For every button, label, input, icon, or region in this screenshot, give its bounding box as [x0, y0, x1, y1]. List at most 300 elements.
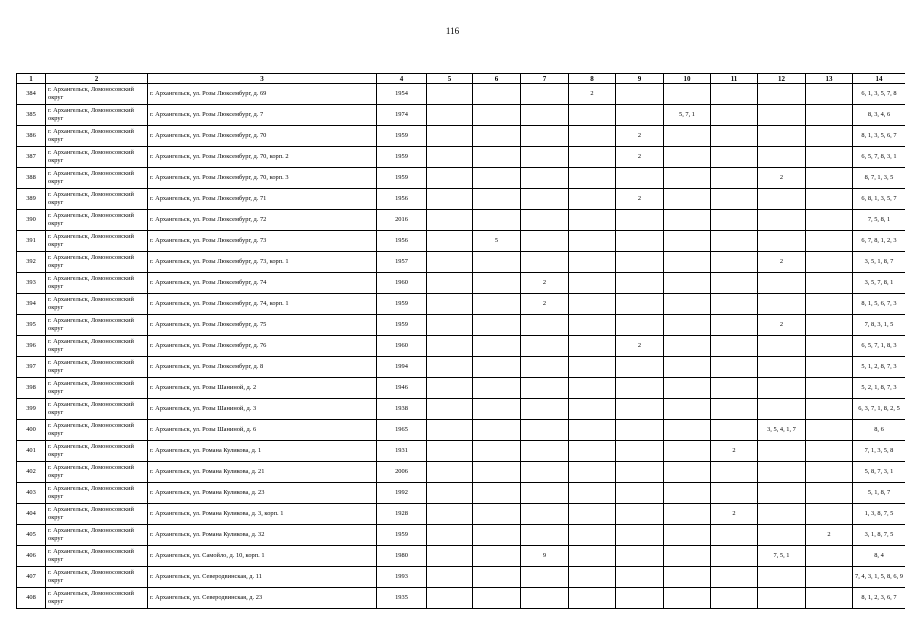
cell-col-13 — [806, 294, 853, 315]
table-row — [17, 210, 905, 231]
table-row — [17, 567, 905, 588]
cell-col-14: 8, 6 — [853, 420, 905, 441]
cell-col-1: 393 — [17, 273, 46, 294]
cell-col-8 — [569, 546, 616, 567]
cell-col-11 — [711, 252, 758, 273]
cell-col-3: г. Архангельск, ул. Романа Куликова, д. 23 — [148, 483, 377, 504]
cell-col-5 — [427, 483, 473, 504]
cell-col-13 — [806, 504, 853, 525]
column-header-11: 11 — [711, 74, 758, 84]
cell-col-3: г. Архангельск, ул. Розы Люксембург, д. 69 — [148, 84, 377, 105]
cell-col-9 — [616, 462, 664, 483]
cell-col-8 — [569, 315, 616, 336]
cell-col-3: г. Архангельск, ул. Романа Куликова, д. 1 — [148, 441, 377, 462]
cell-col-9 — [616, 105, 664, 126]
table-row — [17, 441, 905, 462]
cell-col-1: 402 — [17, 462, 46, 483]
cell-col-10 — [664, 399, 711, 420]
cell-col-12 — [758, 105, 806, 126]
cell-col-5 — [427, 84, 473, 105]
cell-col-2: г. Архангельск, Ломоносовский округ — [46, 483, 148, 504]
cell-col-5 — [427, 126, 473, 147]
cell-col-14: 8, 1, 2, 3, 6, 7 — [853, 588, 905, 609]
table-row — [17, 420, 905, 441]
cell-col-6 — [473, 147, 521, 168]
cell-col-11 — [711, 357, 758, 378]
cell-col-4: 1956 — [377, 189, 427, 210]
cell-col-2: г. Архангельск, Ломоносовский округ — [46, 378, 148, 399]
cell-col-11 — [711, 210, 758, 231]
cell-col-9 — [616, 588, 664, 609]
cell-col-10 — [664, 231, 711, 252]
cell-col-6 — [473, 462, 521, 483]
cell-col-8 — [569, 357, 616, 378]
cell-col-10 — [664, 546, 711, 567]
cell-col-3: г. Архангельск, ул. Северодвинская, д. 23 — [148, 588, 377, 609]
cell-col-14: 6, 3, 7, 1, 8, 2, 5 — [853, 399, 905, 420]
column-header-1: 1 — [17, 74, 46, 84]
cell-col-6 — [473, 252, 521, 273]
cell-col-9 — [616, 567, 664, 588]
column-header-6: 6 — [473, 74, 521, 84]
cell-col-7: 2 — [521, 273, 569, 294]
cell-col-10 — [664, 252, 711, 273]
cell-col-10 — [664, 378, 711, 399]
cell-col-1: 390 — [17, 210, 46, 231]
cell-col-3: г. Архангельск, ул. Розы Люксембург, д. 74, корп. 1 — [148, 294, 377, 315]
column-header-3: 3 — [148, 74, 377, 84]
cell-col-14: 5, 1, 8, 7 — [853, 483, 905, 504]
cell-col-13 — [806, 357, 853, 378]
table-row — [17, 546, 905, 567]
cell-col-9 — [616, 231, 664, 252]
cell-col-2: г. Архангельск, Ломоносовский округ — [46, 168, 148, 189]
cell-col-10 — [664, 420, 711, 441]
cell-col-8 — [569, 462, 616, 483]
cell-col-9 — [616, 483, 664, 504]
cell-col-7 — [521, 126, 569, 147]
cell-col-3: г. Архангельск, ул. Розы Шаниной, д. 3 — [148, 399, 377, 420]
cell-col-3: г. Архангельск, ул. Розы Люксембург, д. 74 — [148, 273, 377, 294]
cell-col-8 — [569, 210, 616, 231]
cell-col-7 — [521, 462, 569, 483]
cell-col-5 — [427, 399, 473, 420]
cell-col-13 — [806, 588, 853, 609]
cell-col-5 — [427, 378, 473, 399]
cell-col-12 — [758, 378, 806, 399]
cell-col-12 — [758, 294, 806, 315]
table-row — [17, 483, 905, 504]
cell-col-12 — [758, 84, 806, 105]
cell-col-9 — [616, 252, 664, 273]
cell-col-12: 2 — [758, 315, 806, 336]
cell-col-5 — [427, 567, 473, 588]
cell-col-10 — [664, 483, 711, 504]
cell-col-10 — [664, 147, 711, 168]
cell-col-12: 7, 5, 1 — [758, 546, 806, 567]
cell-col-2: г. Архангельск, Ломоносовский округ — [46, 357, 148, 378]
cell-col-8 — [569, 504, 616, 525]
cell-col-1: 398 — [17, 378, 46, 399]
column-header-13: 13 — [806, 74, 853, 84]
cell-col-4: 1938 — [377, 399, 427, 420]
cell-col-7 — [521, 504, 569, 525]
cell-col-3: г. Архангельск, ул. Розы Люксембург, д. 8 — [148, 357, 377, 378]
cell-col-4: 1956 — [377, 231, 427, 252]
table-row — [17, 294, 905, 315]
cell-col-2: г. Архангельск, Ломоносовский округ — [46, 252, 148, 273]
table-row — [17, 399, 905, 420]
cell-col-10 — [664, 168, 711, 189]
cell-col-8 — [569, 441, 616, 462]
cell-col-1: 397 — [17, 357, 46, 378]
cell-col-1: 389 — [17, 189, 46, 210]
cell-col-5 — [427, 210, 473, 231]
cell-col-11 — [711, 525, 758, 546]
cell-col-1: 387 — [17, 147, 46, 168]
cell-col-8 — [569, 294, 616, 315]
cell-col-9 — [616, 84, 664, 105]
cell-col-1: 385 — [17, 105, 46, 126]
cell-col-11 — [711, 462, 758, 483]
cell-col-5 — [427, 525, 473, 546]
cell-col-11: 2 — [711, 441, 758, 462]
cell-col-5 — [427, 189, 473, 210]
cell-col-8 — [569, 483, 616, 504]
cell-col-9 — [616, 378, 664, 399]
cell-col-11 — [711, 84, 758, 105]
cell-col-2: г. Архангельск, Ломоносовский округ — [46, 588, 148, 609]
cell-col-8 — [569, 273, 616, 294]
cell-col-10 — [664, 336, 711, 357]
cell-col-11 — [711, 189, 758, 210]
cell-col-5 — [427, 273, 473, 294]
cell-col-1: 405 — [17, 525, 46, 546]
cell-col-13 — [806, 336, 853, 357]
cell-col-6 — [473, 441, 521, 462]
cell-col-2: г. Архангельск, Ломоносовский округ — [46, 105, 148, 126]
cell-col-9 — [616, 441, 664, 462]
cell-col-4: 1931 — [377, 441, 427, 462]
cell-col-3: г. Архангельск, ул. Северодвинская, д. 11 — [148, 567, 377, 588]
cell-col-6 — [473, 378, 521, 399]
cell-col-14: 8, 3, 4, 6 — [853, 105, 905, 126]
cell-col-11 — [711, 336, 758, 357]
cell-col-3: г. Архангельск, ул. Розы Люксембург, д. 7 — [148, 105, 377, 126]
cell-col-8 — [569, 168, 616, 189]
cell-col-12 — [758, 147, 806, 168]
cell-col-7 — [521, 252, 569, 273]
cell-col-8 — [569, 189, 616, 210]
cell-col-11 — [711, 294, 758, 315]
cell-col-13 — [806, 231, 853, 252]
cell-col-10: 5, 7, 1 — [664, 105, 711, 126]
cell-col-13 — [806, 105, 853, 126]
cell-col-7 — [521, 441, 569, 462]
cell-col-9: 2 — [616, 126, 664, 147]
cell-col-6 — [473, 588, 521, 609]
cell-col-1: 400 — [17, 420, 46, 441]
cell-col-4: 1928 — [377, 504, 427, 525]
cell-col-14: 6, 5, 7, 1, 8, 3 — [853, 336, 905, 357]
cell-col-6 — [473, 336, 521, 357]
cell-col-9 — [616, 357, 664, 378]
cell-col-13 — [806, 210, 853, 231]
cell-col-6 — [473, 273, 521, 294]
cell-col-2: г. Архангельск, Ломоносовский округ — [46, 189, 148, 210]
cell-col-3: г. Архангельск, ул. Розы Люксембург, д. 73 — [148, 231, 377, 252]
cell-col-14: 7, 4, 3, 1, 5, 8, 6, 9 — [853, 567, 905, 588]
cell-col-10 — [664, 504, 711, 525]
cell-col-6 — [473, 567, 521, 588]
table-row — [17, 252, 905, 273]
cell-col-5 — [427, 546, 473, 567]
cell-col-6: 5 — [473, 231, 521, 252]
table-row — [17, 84, 905, 105]
cell-col-5 — [427, 168, 473, 189]
cell-col-3: г. Архангельск, ул. Розы Люксембург, д. 75 — [148, 315, 377, 336]
cell-col-10 — [664, 189, 711, 210]
cell-col-13 — [806, 546, 853, 567]
register-table — [16, 73, 905, 609]
cell-col-7 — [521, 567, 569, 588]
cell-col-7 — [521, 231, 569, 252]
cell-col-1: 384 — [17, 84, 46, 105]
cell-col-8 — [569, 588, 616, 609]
cell-col-7 — [521, 189, 569, 210]
cell-col-3: г. Архангельск, ул. Розы Люксембург, д. 70 — [148, 126, 377, 147]
table-row — [17, 336, 905, 357]
cell-col-12 — [758, 483, 806, 504]
table-row — [17, 588, 905, 609]
cell-col-14: 5, 2, 1, 8, 7, 3 — [853, 378, 905, 399]
cell-col-2: г. Архангельск, Ломоносовский округ — [46, 504, 148, 525]
cell-col-11 — [711, 126, 758, 147]
cell-col-11 — [711, 546, 758, 567]
cell-col-13 — [806, 462, 853, 483]
cell-col-4: 2006 — [377, 462, 427, 483]
cell-col-1: 408 — [17, 588, 46, 609]
cell-col-14: 8, 1, 5, 6, 7, 3 — [853, 294, 905, 315]
cell-col-14: 7, 8, 3, 1, 5 — [853, 315, 905, 336]
cell-col-14: 1, 3, 8, 7, 5 — [853, 504, 905, 525]
cell-col-14: 5, 8, 7, 3, 1 — [853, 462, 905, 483]
cell-col-14: 8, 4 — [853, 546, 905, 567]
cell-col-11 — [711, 588, 758, 609]
cell-col-3: г. Архангельск, ул. Романа Куликова, д. 21 — [148, 462, 377, 483]
cell-col-9 — [616, 420, 664, 441]
cell-col-7 — [521, 105, 569, 126]
cell-col-8 — [569, 399, 616, 420]
cell-col-5 — [427, 504, 473, 525]
cell-col-14: 6, 7, 8, 1, 2, 3 — [853, 231, 905, 252]
cell-col-12 — [758, 525, 806, 546]
cell-col-2: г. Архангельск, Ломоносовский округ — [46, 210, 148, 231]
cell-col-5 — [427, 588, 473, 609]
header-row — [17, 74, 905, 84]
table-row — [17, 357, 905, 378]
cell-col-13 — [806, 147, 853, 168]
cell-col-6 — [473, 84, 521, 105]
cell-col-13 — [806, 441, 853, 462]
cell-col-6 — [473, 357, 521, 378]
cell-col-4: 1957 — [377, 252, 427, 273]
cell-col-9 — [616, 294, 664, 315]
cell-col-5 — [427, 357, 473, 378]
cell-col-10 — [664, 462, 711, 483]
cell-col-1: 395 — [17, 315, 46, 336]
cell-col-12 — [758, 462, 806, 483]
cell-col-1: 399 — [17, 399, 46, 420]
cell-col-10 — [664, 567, 711, 588]
cell-col-7 — [521, 336, 569, 357]
cell-col-7 — [521, 399, 569, 420]
cell-col-7 — [521, 420, 569, 441]
cell-col-8 — [569, 420, 616, 441]
cell-col-6 — [473, 189, 521, 210]
cell-col-4: 1960 — [377, 336, 427, 357]
cell-col-10 — [664, 210, 711, 231]
cell-col-1: 404 — [17, 504, 46, 525]
cell-col-3: г. Архангельск, ул. Розы Люксембург, д. 71 — [148, 189, 377, 210]
cell-col-2: г. Архангельск, Ломоносовский округ — [46, 399, 148, 420]
cell-col-2: г. Архангельск, Ломоносовский округ — [46, 231, 148, 252]
cell-col-6 — [473, 399, 521, 420]
cell-col-9 — [616, 525, 664, 546]
cell-col-13 — [806, 483, 853, 504]
cell-col-11 — [711, 273, 758, 294]
cell-col-9: 2 — [616, 336, 664, 357]
cell-col-11 — [711, 231, 758, 252]
cell-col-9 — [616, 315, 664, 336]
cell-col-3: г. Архангельск, ул. Розы Люксембург, д. 70, корп. 3 — [148, 168, 377, 189]
cell-col-3: г. Архангельск, ул. Розы Шаниной, д. 6 — [148, 420, 377, 441]
cell-col-4: 1959 — [377, 525, 427, 546]
cell-col-1: 386 — [17, 126, 46, 147]
cell-col-1: 392 — [17, 252, 46, 273]
cell-col-5 — [427, 231, 473, 252]
cell-col-5 — [427, 105, 473, 126]
cell-col-3: г. Архангельск, ул. Романа Куликова, д. 32 — [148, 525, 377, 546]
cell-col-11 — [711, 420, 758, 441]
cell-col-4: 1974 — [377, 105, 427, 126]
cell-col-6 — [473, 420, 521, 441]
cell-col-4: 1992 — [377, 483, 427, 504]
cell-col-6 — [473, 315, 521, 336]
cell-col-2: г. Архангельск, Ломоносовский округ — [46, 336, 148, 357]
table-row — [17, 189, 905, 210]
cell-col-12 — [758, 336, 806, 357]
table-row — [17, 378, 905, 399]
cell-col-2: г. Архангельск, Ломоносовский округ — [46, 420, 148, 441]
cell-col-4: 1994 — [377, 357, 427, 378]
cell-col-7 — [521, 483, 569, 504]
cell-col-10 — [664, 357, 711, 378]
cell-col-14: 3, 5, 7, 8, 1 — [853, 273, 905, 294]
column-header-5: 5 — [427, 74, 473, 84]
cell-col-12 — [758, 504, 806, 525]
cell-col-11 — [711, 378, 758, 399]
cell-col-1: 388 — [17, 168, 46, 189]
cell-col-4: 1935 — [377, 588, 427, 609]
column-header-2: 2 — [46, 74, 148, 84]
cell-col-13 — [806, 252, 853, 273]
cell-col-2: г. Архангельск, Ломоносовский округ — [46, 273, 148, 294]
cell-col-9 — [616, 210, 664, 231]
cell-col-8: 2 — [569, 84, 616, 105]
cell-col-6 — [473, 168, 521, 189]
cell-col-10 — [664, 84, 711, 105]
cell-col-9 — [616, 273, 664, 294]
cell-col-10 — [664, 294, 711, 315]
column-header-12: 12 — [758, 74, 806, 84]
table-row — [17, 504, 905, 525]
cell-col-10 — [664, 315, 711, 336]
cell-col-13 — [806, 168, 853, 189]
cell-col-4: 2016 — [377, 210, 427, 231]
cell-col-14: 7, 1, 3, 5, 8 — [853, 441, 905, 462]
cell-col-9: 2 — [616, 147, 664, 168]
cell-col-8 — [569, 525, 616, 546]
cell-col-5 — [427, 420, 473, 441]
cell-col-14: 6, 8, 1, 3, 5, 7 — [853, 189, 905, 210]
cell-col-13: 2 — [806, 525, 853, 546]
cell-col-6 — [473, 105, 521, 126]
cell-col-5 — [427, 252, 473, 273]
cell-col-7: 2 — [521, 294, 569, 315]
cell-col-12 — [758, 567, 806, 588]
cell-col-2: г. Архангельск, Ломоносовский округ — [46, 147, 148, 168]
cell-col-4: 1954 — [377, 84, 427, 105]
cell-col-2: г. Архангельск, Ломоносовский округ — [46, 546, 148, 567]
cell-col-4: 1959 — [377, 168, 427, 189]
cell-col-11 — [711, 483, 758, 504]
cell-col-2: г. Архангельск, Ломоносовский округ — [46, 525, 148, 546]
cell-col-14: 7, 5, 8, 1 — [853, 210, 905, 231]
cell-col-11: 2 — [711, 504, 758, 525]
cell-col-6 — [473, 210, 521, 231]
cell-col-11 — [711, 567, 758, 588]
cell-col-4: 1960 — [377, 273, 427, 294]
cell-col-3: г. Архангельск, ул. Розы Люксембург, д. 70, корп. 2 — [148, 147, 377, 168]
cell-col-5 — [427, 294, 473, 315]
cell-col-14: 8, 1, 3, 5, 6, 7 — [853, 126, 905, 147]
cell-col-7 — [521, 588, 569, 609]
table-row — [17, 126, 905, 147]
cell-col-12 — [758, 357, 806, 378]
cell-col-3: г. Архангельск, ул. Розы Люксембург, д. 76 — [148, 336, 377, 357]
cell-col-1: 407 — [17, 567, 46, 588]
cell-col-9: 2 — [616, 189, 664, 210]
cell-col-13 — [806, 273, 853, 294]
cell-col-12 — [758, 189, 806, 210]
cell-col-14: 5, 1, 2, 8, 7, 3 — [853, 357, 905, 378]
cell-col-7 — [521, 357, 569, 378]
cell-col-1: 406 — [17, 546, 46, 567]
cell-col-9 — [616, 504, 664, 525]
column-header-7: 7 — [521, 74, 569, 84]
cell-col-1: 391 — [17, 231, 46, 252]
column-header-8: 8 — [569, 74, 616, 84]
cell-col-13 — [806, 126, 853, 147]
cell-col-11 — [711, 147, 758, 168]
cell-col-14: 6, 1, 3, 5, 7, 8 — [853, 84, 905, 105]
cell-col-9 — [616, 399, 664, 420]
table-row — [17, 525, 905, 546]
cell-col-1: 396 — [17, 336, 46, 357]
cell-col-14: 8, 7, 1, 3, 5 — [853, 168, 905, 189]
cell-col-6 — [473, 483, 521, 504]
